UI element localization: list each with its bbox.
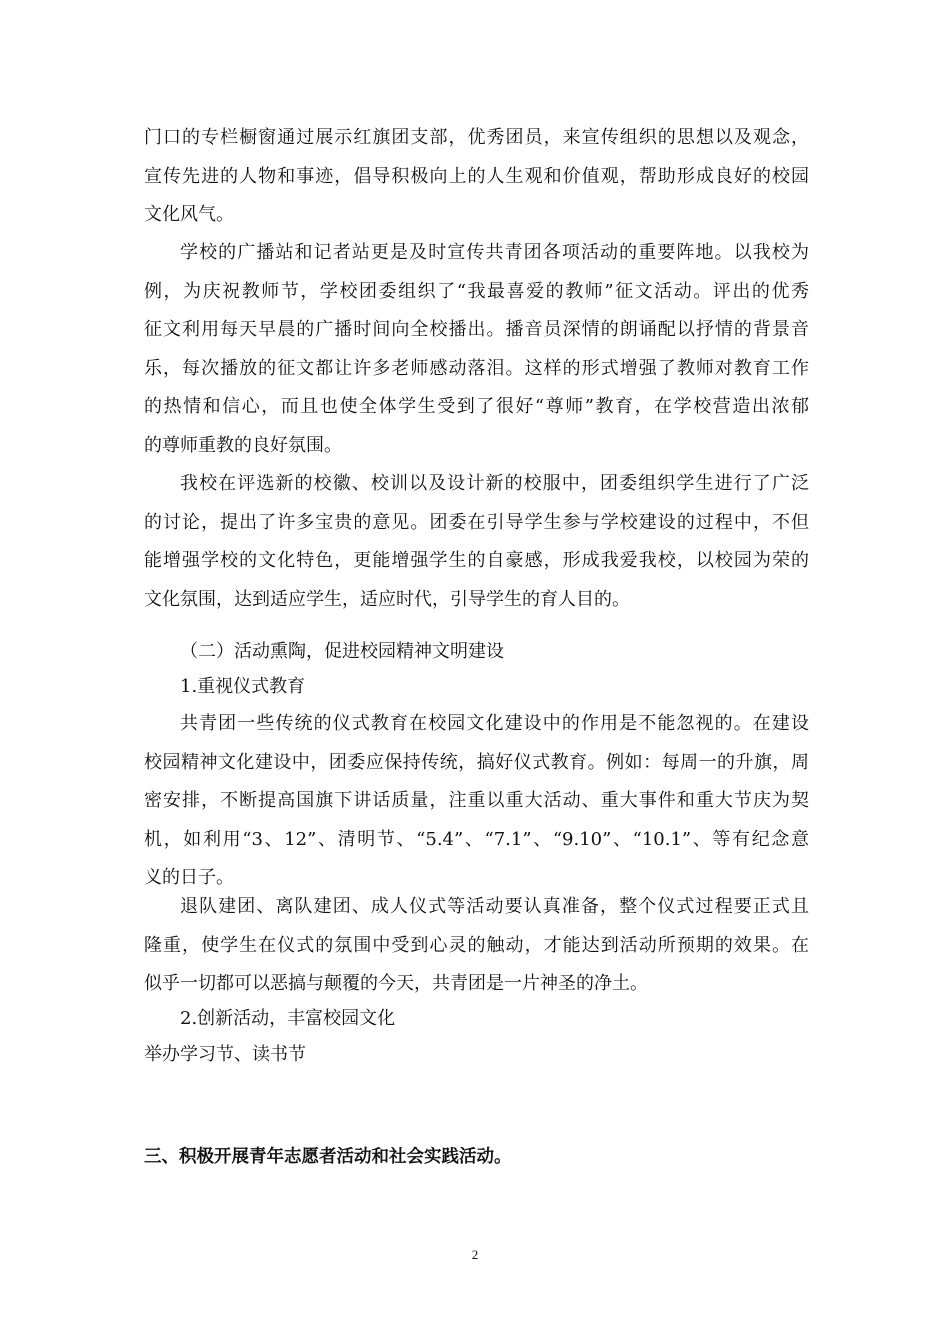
page-number: 2 <box>471 1247 479 1262</box>
paragraph-2 <box>144 234 809 465</box>
paragraph-4 <box>144 705 809 898</box>
paragraph-line: 我校在评选新的校徽、校训以及设计新的校服中，团委组织学生进行了广泛 <box>180 473 809 494</box>
paragraph-line: 文化风气。 <box>144 204 234 225</box>
paragraph-line: 的热情和信心，而且也使全体学生受到了很好“尊师”教育，在学校营造出浓郁 <box>144 396 809 417</box>
paragraph-line: 乐，每次播放的征文都让许多老师感动落泪。这样的形式增强了教师对教育工作 <box>144 357 809 379</box>
paragraph-3 <box>144 465 809 619</box>
section-heading: 三、积极开展青年志愿者活动和社会实践活动。 <box>144 1147 512 1167</box>
paragraph-line: 义的日子。 <box>144 867 234 888</box>
paragraph-5 <box>144 888 809 1004</box>
subheading: 2.创新活动，丰富校园文化 <box>180 1008 396 1029</box>
item-line <box>144 1036 809 1075</box>
paragraph-line: 文化氛围，达到适应学生，适应时代，引导学生的育人目的。 <box>144 588 630 610</box>
subheading-1 <box>144 668 809 707</box>
section-heading-2 <box>144 633 809 672</box>
paragraph-line: 例，为庆祝教师节，学校团委组织了“我最喜爱的教师”征文活动。评出的优秀 <box>144 280 809 302</box>
section-heading: （二）活动熏陶，促进校园精神文明建设 <box>180 641 504 662</box>
section-heading-3 <box>144 1138 809 1177</box>
paragraph-line: 密安排，不断提高国旗下讲话质量，注重以重大活动、重大事件和重大节庆为契 <box>144 790 809 811</box>
paragraph-line: 的尊师重教的良好氛围。 <box>144 434 342 456</box>
paragraph-line: 机，如利用“3、12”、清明节、“5.4”、“7.1”、“9.10”、“10.1”、等有纪念意 <box>144 828 809 850</box>
paragraph-line: 学校的广播站和记者站更是及时宣传共青团各项活动的重要阵地。以我校为 <box>180 242 809 263</box>
subheading: 1.重视仪式教育 <box>180 676 306 697</box>
paragraph-line: 退队建团、离队建团、成人仪式等活动要认真准备，整个仪式过程要正式且 <box>180 896 809 917</box>
item-text: 举办学习节、读书节 <box>144 1044 306 1065</box>
paragraph-line: 宣传先进的人物和事迹，倡导积极向上的人生观和价值观，帮助形成良好的校园 <box>144 165 809 187</box>
paragraph-line: 共青团一些传统的仪式教育在校园文化建设中的作用是不能忽视的。在建设 <box>180 713 809 734</box>
paragraph-line: 征文利用每天早晨的广播时间向全校播出。播音员深情的朗诵配以抒情的背景音 <box>144 319 809 340</box>
paragraph-line: 校园精神文化建设中，团委应保持传统，搞好仪式教育。例如：每周一的升旗，周 <box>144 751 809 773</box>
paragraph-line: 门口的专栏橱窗通过展示红旗团支部，优秀团员，来宣传组织的思想以及观念， <box>144 127 809 148</box>
subheading-2 <box>144 1000 809 1039</box>
paragraph-1 <box>144 119 809 235</box>
paragraph-line: 隆重，使学生在仪式的氛围中受到心灵的触动，才能达到活动所预期的效果。在 <box>144 934 809 956</box>
paragraph-line: 能增强学校的文化特色，更能增强学生的自豪感，形成我爱我校，以校园为荣的 <box>144 550 809 571</box>
paragraph-line: 似乎一切都可以恶搞与颠覆的今天，共青团是一片神圣的净土。 <box>144 973 648 994</box>
paragraph-line: 的讨论，提出了许多宝贵的意见。团委在引导学生参与学校建设的过程中，不但 <box>144 511 809 533</box>
